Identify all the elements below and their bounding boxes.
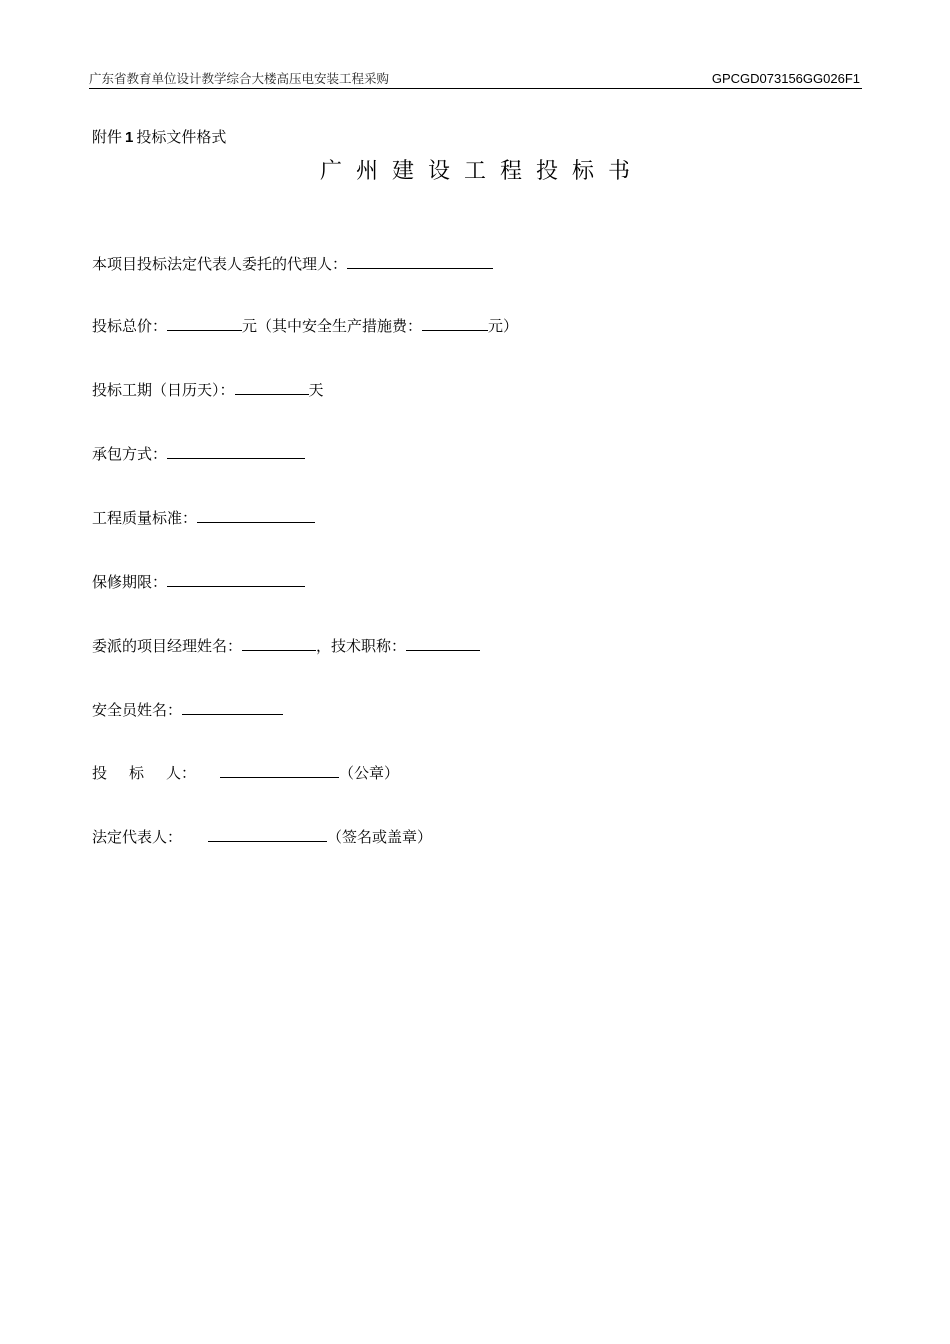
legal-rep-field xyxy=(92,826,432,847)
warranty-blank[interactable] xyxy=(167,571,305,587)
manager-title-blank[interactable] xyxy=(406,635,480,651)
quality-field xyxy=(92,507,315,528)
legal-rep-label: 法定代表人： xyxy=(92,828,183,846)
warranty-field xyxy=(92,571,305,592)
quality-blank[interactable] xyxy=(197,507,315,523)
safety-officer-label: 安全员姓名： xyxy=(92,701,183,719)
duration-unit: 天 xyxy=(308,381,324,399)
total-price-field xyxy=(92,315,518,336)
duration-field xyxy=(92,379,324,400)
total-price-label: 投标总价： xyxy=(92,317,168,335)
contract-mode-label: 承包方式： xyxy=(92,445,168,463)
bidder-note: （公章） xyxy=(339,764,400,782)
legal-rep-blank[interactable] xyxy=(208,826,327,842)
warranty-label: 保修期限： xyxy=(92,573,168,591)
legal-rep-note: （签名或盖章） xyxy=(327,828,433,846)
total-price-blank[interactable] xyxy=(167,315,242,331)
safety-fee-blank[interactable] xyxy=(422,315,488,331)
bidder-label-3: 人： xyxy=(166,764,197,782)
safety-officer-field xyxy=(92,699,283,720)
header-doc-code: GPCGD073156GG026F1 xyxy=(711,71,860,86)
agent-blank[interactable] xyxy=(347,253,493,269)
manager-field xyxy=(92,635,480,656)
total-price-unit: 元（其中安全生产措施费： xyxy=(242,317,423,335)
document-title: 广州建设工程投标书 xyxy=(319,159,644,184)
total-price-tail: 元） xyxy=(488,317,519,335)
attachment-number: 1 xyxy=(125,129,134,146)
header-project-title: 广东省教育单位设计教学综合大楼高压电安装工程采购 xyxy=(89,71,390,86)
manager-label: 委派的项目经理姓名： xyxy=(92,637,243,655)
attachment-label xyxy=(92,127,226,148)
bidder-label-2: 标 xyxy=(129,764,145,782)
bidder-field xyxy=(92,762,399,783)
bidder-label-1: 投 xyxy=(92,764,108,782)
page-header xyxy=(89,70,862,89)
attachment-prefix: 附件 xyxy=(92,128,123,146)
bidder-blank[interactable] xyxy=(220,762,339,778)
contract-mode-blank[interactable] xyxy=(167,443,305,459)
agent-field xyxy=(92,253,493,274)
manager-name-blank[interactable] xyxy=(242,635,316,651)
quality-label: 工程质量标准： xyxy=(92,509,198,527)
manager-sep: ，技术职称： xyxy=(316,637,407,655)
duration-blank[interactable] xyxy=(235,379,309,395)
attachment-text: 投标文件格式 xyxy=(136,128,227,146)
agent-label: 本项目投标法定代表人委托的代理人： xyxy=(92,255,348,273)
duration-label: 投标工期（日历天）： xyxy=(92,381,235,399)
contract-mode-field xyxy=(92,443,305,464)
safety-officer-blank[interactable] xyxy=(182,699,283,715)
